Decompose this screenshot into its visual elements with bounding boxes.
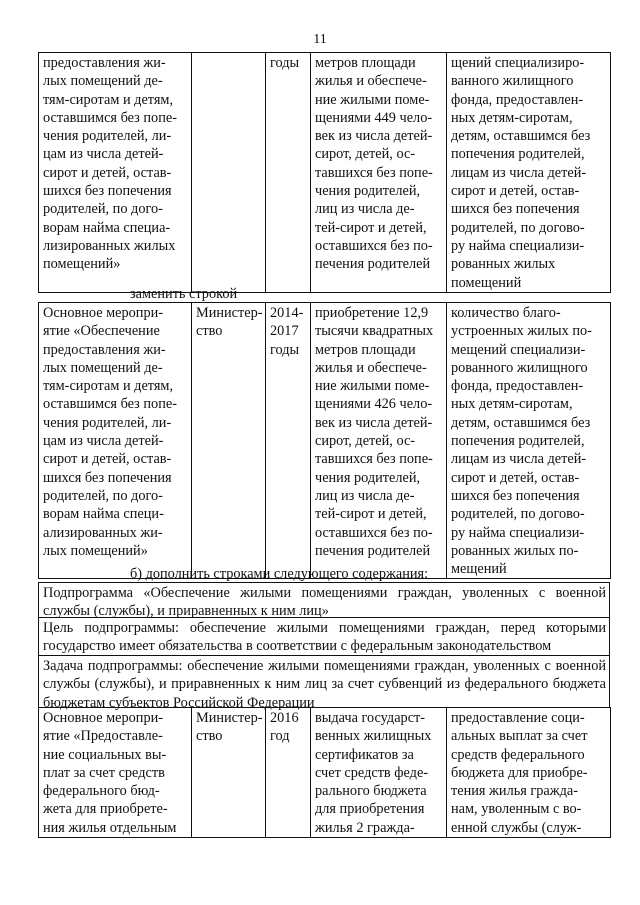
page-number: 11 [313,32,327,47]
cell-activity: предоставления жи- лых помещений де- тям-сиротам и детям, оставшимся без попе- чения родителей, ли- цам из числа детей- сирот и детей, остав- шихся без попечения родителей, по дого- ворам найма специа- лизированных жилых помещений» [39,53,192,293]
subprogram-row: Подпрограмма «Обеспечение жилыми помещениями граждан, уволенных с военной службы (службы), и приравненных к ним лиц» [38,582,610,618]
table-row [39,303,611,579]
cell-executor: Министер- ство [192,303,266,579]
cell-period: 2016 год [266,708,311,838]
cell-result: приобретение 12,9 тысячи квадратных метров площади жилья и обеспече- ние жилыми поме- щениями 426 чело- век из числа детей- сирот, детей, ос- тавшихся без попе- чения родителей, лиц из числа де- тей-сирот и детей, оставшихся без по- печения родителей [311,303,447,579]
cell-indicator: количество благо- устроенных жилых по- мещений специализи- рованного жилищного фонда, предоставлен- ных детям-сиротам, детям, оставшимся без попечения родителей, лицам из числа детей- сирот и детей, остав- шихся без попечения родителей, по догово- ру найма специализи- рованных жилых по- мещений [447,303,611,579]
cell-period: годы [266,53,311,293]
cell-period: 2014- 2017 годы [266,303,311,579]
cell-result: метров площади жилья и обеспече- ние жилыми поме- щениями 449 чело- век из числа детей- сирот, детей, ос- тавшихся без попе- чения родителей, лиц из числа де- тей-сирот и детей, оставшихся без по- печения родителей [311,53,447,293]
cell-executor: Министер- ство [192,708,266,838]
cell-activity: Основное меропри- ятие «Обеспечение предоставления жи- лых помещений де- тям-сиротам и детям, оставшимся без попе- чения родителей, ли- цам из числа детей- сирот и детей, остав- шихся без попечения родителей, по дого- ворам найма специ- ализированных жи- лых помещений» [39,303,192,579]
caption-add: б) дополнить строками следующего содержания: [130,566,429,582]
table-continuation [38,52,611,293]
table-new-activity [38,707,611,838]
table-row [39,53,611,293]
caption-replace: заменить строкой [130,286,238,302]
cell-result: выдача государст- венных жилищных сертификатов за счет средств феде- рального бюджета для приобретения жилья 2 гражда- [311,708,447,838]
cell-indicator: предоставление соци- альных выплат за счет средств федерального бюджета для приобре- тения жилья гражда- нам, уволенным с во- енной службы (служ- [447,708,611,838]
cell-executor [192,53,266,293]
task-row: Задача подпрограммы: обеспечение жилыми помещениями граждан, уволенных с военной службы (службы), и приравненных к ним лиц за счет субвенций из федерального бюджета бюджетам субъектов Российской Федерации [38,656,610,708]
table-row [39,708,611,838]
cell-indicator: щений специализиро- ванного жилищного фонда, предоставлен- ных детям-сиротам, детям, оставшимся без попечения родителей, лицам из числа детей- сирот и детей, остав- шихся без попечения родителей, по догово- ру найма специализи- рованных жилых помещений [447,53,611,293]
table-replacement [38,302,611,579]
goal-row: Цель подпрограммы: обеспечение жилыми помещениями граждан, перед которыми государство имеет обязательства в соответствии с федеральным законодательством [38,618,610,656]
cell-activity: Основное меропри- ятие «Предоставле- ние социальных вы- плат за счет средств федерального бюд- жета для приобрете- ния жилья отдельным [39,708,192,838]
